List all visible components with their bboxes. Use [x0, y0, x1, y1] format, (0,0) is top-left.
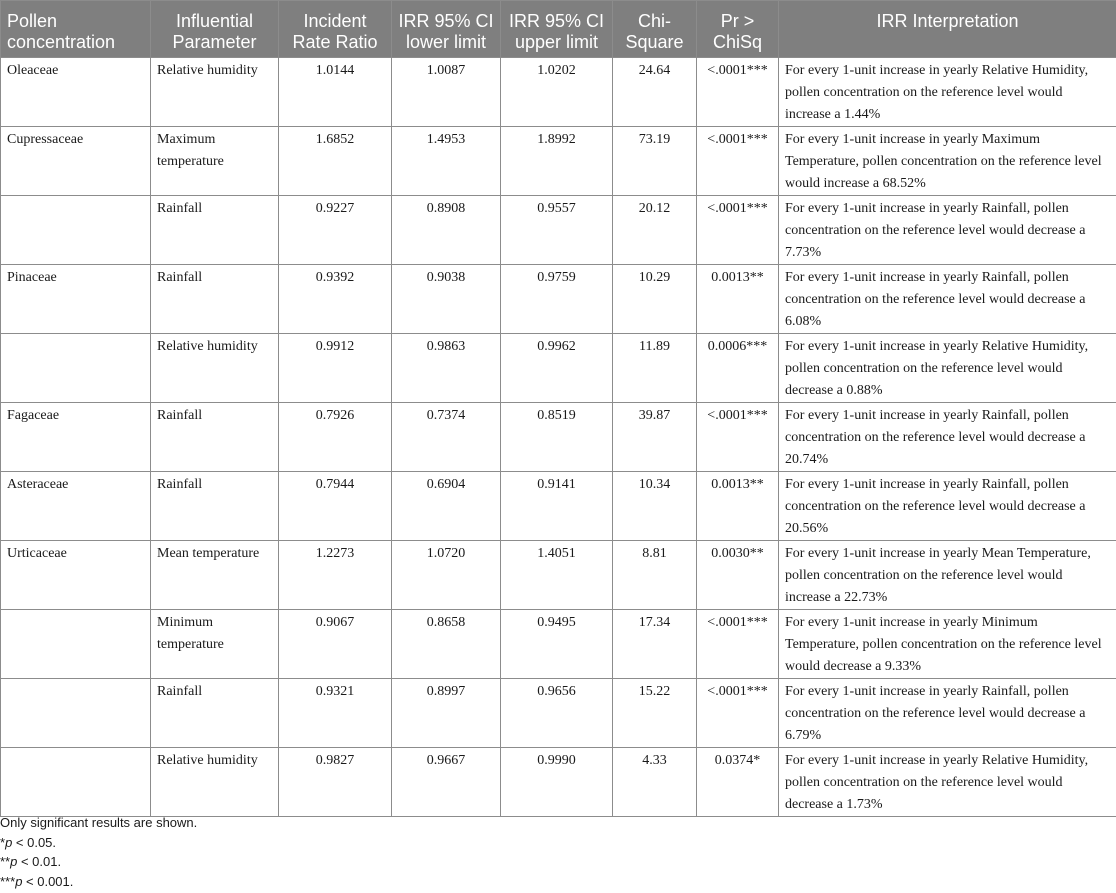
- cell-interpretation: For every 1-unit increase in yearly Relative Humidity, pollen concentration on the reference level would decrease a 1.73%: [779, 748, 1116, 817]
- cell-pr-chisq: 0.0374*: [697, 748, 779, 817]
- cell-ci-upper: 0.9141: [501, 472, 613, 541]
- cell-irr: 0.9827: [279, 748, 392, 817]
- table-row: [1, 334, 1116, 403]
- table-header: [1, 1, 1116, 58]
- footnote-marker: ***: [0, 873, 16, 889]
- cell-irr: 1.2273: [279, 541, 392, 610]
- cell-parameter: Minimum temperature: [151, 610, 279, 679]
- cell-pollen: Cupressaceae: [1, 127, 151, 196]
- header-incident-rate-ratio: Incident Rate Ratio: [279, 1, 392, 58]
- cell-ci-lower: 1.4953: [392, 127, 501, 196]
- cell-interpretation: For every 1-unit increase in yearly Maximum Temperature, pollen concentration on the reference level would increase a 68.52%: [779, 127, 1116, 196]
- cell-irr: 0.9392: [279, 265, 392, 334]
- cell-pollen: Oleaceae: [1, 58, 151, 127]
- cell-pr-chisq: 0.0013**: [697, 265, 779, 334]
- cell-interpretation: For every 1-unit increase in yearly Rainfall, pollen concentration on the reference level would decrease a 6.79%: [779, 679, 1116, 748]
- cell-ci-lower: 0.7374: [392, 403, 501, 472]
- header-irr-ci-upper: IRR 95% CI upper limit: [501, 1, 613, 58]
- table-row: [1, 610, 1116, 679]
- footnote-p-symbol: p: [5, 834, 13, 850]
- cell-interpretation: For every 1-unit increase in yearly Rainfall, pollen concentration on the reference level would decrease a 20.74%: [779, 403, 1116, 472]
- table-row: [1, 541, 1116, 610]
- cell-chi-square: 39.87: [613, 403, 697, 472]
- table-row: [1, 196, 1116, 265]
- cell-pollen: [1, 610, 151, 679]
- header-irr-ci-lower: IRR 95% CI lower limit: [392, 1, 501, 58]
- cell-irr: 0.7926: [279, 403, 392, 472]
- cell-irr: 0.9227: [279, 196, 392, 265]
- cell-irr: 0.7944: [279, 472, 392, 541]
- cell-chi-square: 8.81: [613, 541, 697, 610]
- cell-ci-upper: 0.9990: [501, 748, 613, 817]
- footnote-p-symbol: p: [10, 854, 18, 869]
- footnote-p-001: [0, 852, 197, 872]
- cell-chi-square: 10.29: [613, 265, 697, 334]
- cell-chi-square: 24.64: [613, 58, 697, 127]
- table-body: [1, 58, 1116, 817]
- table-row: [1, 748, 1116, 817]
- cell-ci-upper: 0.9557: [501, 196, 613, 265]
- header-chi-square: Chi-Square: [613, 1, 697, 58]
- cell-ci-upper: 0.9962: [501, 334, 613, 403]
- cell-interpretation: For every 1-unit increase in yearly Rainfall, pollen concentration on the reference level would decrease a 6.08%: [779, 265, 1116, 334]
- footnote-threshold: < 0.05.: [12, 834, 57, 850]
- footnote-p-symbol: p: [15, 873, 23, 889]
- cell-parameter: Rainfall: [151, 679, 279, 748]
- cell-pollen: [1, 334, 151, 403]
- cell-ci-lower: 0.9667: [392, 748, 501, 817]
- cell-chi-square: 20.12: [613, 196, 697, 265]
- footnote-p-0001: [0, 872, 197, 892]
- cell-chi-square: 4.33: [613, 748, 697, 817]
- footnote-p-005: [0, 833, 197, 853]
- cell-interpretation: For every 1-unit increase in yearly Minimum Temperature, pollen concentration on the reference level would decrease a 9.33%: [779, 610, 1116, 679]
- footnote-significant-only: Only significant results are shown.: [0, 815, 198, 830]
- footnote-marker: *: [0, 834, 6, 850]
- cell-irr: 0.9321: [279, 679, 392, 748]
- cell-chi-square: 10.34: [613, 472, 697, 541]
- cell-pollen: [1, 196, 151, 265]
- table-row: [1, 472, 1116, 541]
- cell-chi-square: 73.19: [613, 127, 697, 196]
- cell-pollen: [1, 748, 151, 817]
- cell-parameter: Relative humidity: [151, 334, 279, 403]
- table-row: [1, 265, 1116, 334]
- header-row: [1, 1, 1116, 58]
- cell-interpretation: For every 1-unit increase in yearly Rainfall, pollen concentration on the reference level would decrease a 20.56%: [779, 472, 1116, 541]
- cell-ci-lower: 0.8997: [392, 679, 501, 748]
- cell-parameter: Relative humidity: [151, 748, 279, 817]
- cell-ci-upper: 1.8992: [501, 127, 613, 196]
- cell-pr-chisq: <.0001***: [697, 127, 779, 196]
- table-row: [1, 58, 1116, 127]
- footnote-threshold: < 0.001.: [22, 873, 74, 889]
- cell-parameter: Rainfall: [151, 472, 279, 541]
- table-row: [1, 679, 1116, 748]
- cell-chi-square: 17.34: [613, 610, 697, 679]
- header-pr-chisq: Pr > ChiSq: [697, 1, 779, 58]
- cell-ci-upper: 1.4051: [501, 541, 613, 610]
- table-footnotes: [0, 813, 197, 891]
- cell-irr: 1.0144: [279, 58, 392, 127]
- cell-pr-chisq: <.0001***: [697, 196, 779, 265]
- cell-irr: 0.9067: [279, 610, 392, 679]
- cell-ci-upper: 0.9495: [501, 610, 613, 679]
- cell-interpretation: For every 1-unit increase in yearly Rainfall, pollen concentration on the reference level would decrease a 7.73%: [779, 196, 1116, 265]
- cell-parameter: Rainfall: [151, 196, 279, 265]
- cell-interpretation: For every 1-unit increase in yearly Relative Humidity, pollen concentration on the reference level would increase a 1.44%: [779, 58, 1116, 127]
- cell-parameter: Rainfall: [151, 265, 279, 334]
- cell-pr-chisq: <.0001***: [697, 403, 779, 472]
- table-row: [1, 127, 1116, 196]
- cell-parameter: Maximum temperature: [151, 127, 279, 196]
- cell-ci-lower: 1.0087: [392, 58, 501, 127]
- cell-ci-lower: 1.0720: [392, 541, 501, 610]
- cell-ci-upper: 0.9759: [501, 265, 613, 334]
- footnote-marker: **: [0, 854, 11, 869]
- cell-pr-chisq: 0.0006***: [697, 334, 779, 403]
- cell-pr-chisq: <.0001***: [697, 58, 779, 127]
- cell-pr-chisq: 0.0013**: [697, 472, 779, 541]
- cell-chi-square: 15.22: [613, 679, 697, 748]
- cell-pr-chisq: <.0001***: [697, 679, 779, 748]
- cell-pollen: [1, 679, 151, 748]
- cell-parameter: Mean temperature: [151, 541, 279, 610]
- cell-ci-upper: 1.0202: [501, 58, 613, 127]
- cell-interpretation: For every 1-unit increase in yearly Mean Temperature, pollen concentration on the reference level would increase a 22.73%: [779, 541, 1116, 610]
- cell-parameter: Relative humidity: [151, 58, 279, 127]
- header-irr-interpretation: IRR Interpretation: [779, 1, 1116, 58]
- cell-pollen: Urticaceae: [1, 541, 151, 610]
- cell-chi-square: 11.89: [613, 334, 697, 403]
- cell-ci-lower: 0.8908: [392, 196, 501, 265]
- cell-ci-lower: 0.8658: [392, 610, 501, 679]
- cell-irr: 1.6852: [279, 127, 392, 196]
- cell-pollen: Pinaceae: [1, 265, 151, 334]
- cell-pollen: Fagaceae: [1, 403, 151, 472]
- cell-irr: 0.9912: [279, 334, 392, 403]
- cell-pr-chisq: <.0001***: [697, 610, 779, 679]
- cell-ci-lower: 0.6904: [392, 472, 501, 541]
- cell-ci-lower: 0.9863: [392, 334, 501, 403]
- cell-ci-lower: 0.9038: [392, 265, 501, 334]
- cell-pollen: Asteraceae: [1, 472, 151, 541]
- cell-interpretation: For every 1-unit increase in yearly Relative Humidity, pollen concentration on the reference level would decrease a 0.88%: [779, 334, 1116, 403]
- cell-parameter: Rainfall: [151, 403, 279, 472]
- cell-ci-upper: 0.9656: [501, 679, 613, 748]
- table-row: [1, 403, 1116, 472]
- footnote-threshold: < 0.01.: [17, 854, 62, 869]
- cell-pr-chisq: 0.0030**: [697, 541, 779, 610]
- header-influential-parameter: Influential Parameter: [151, 1, 279, 58]
- header-pollen-concentration: Pollen concentration: [1, 1, 151, 58]
- cell-ci-upper: 0.8519: [501, 403, 613, 472]
